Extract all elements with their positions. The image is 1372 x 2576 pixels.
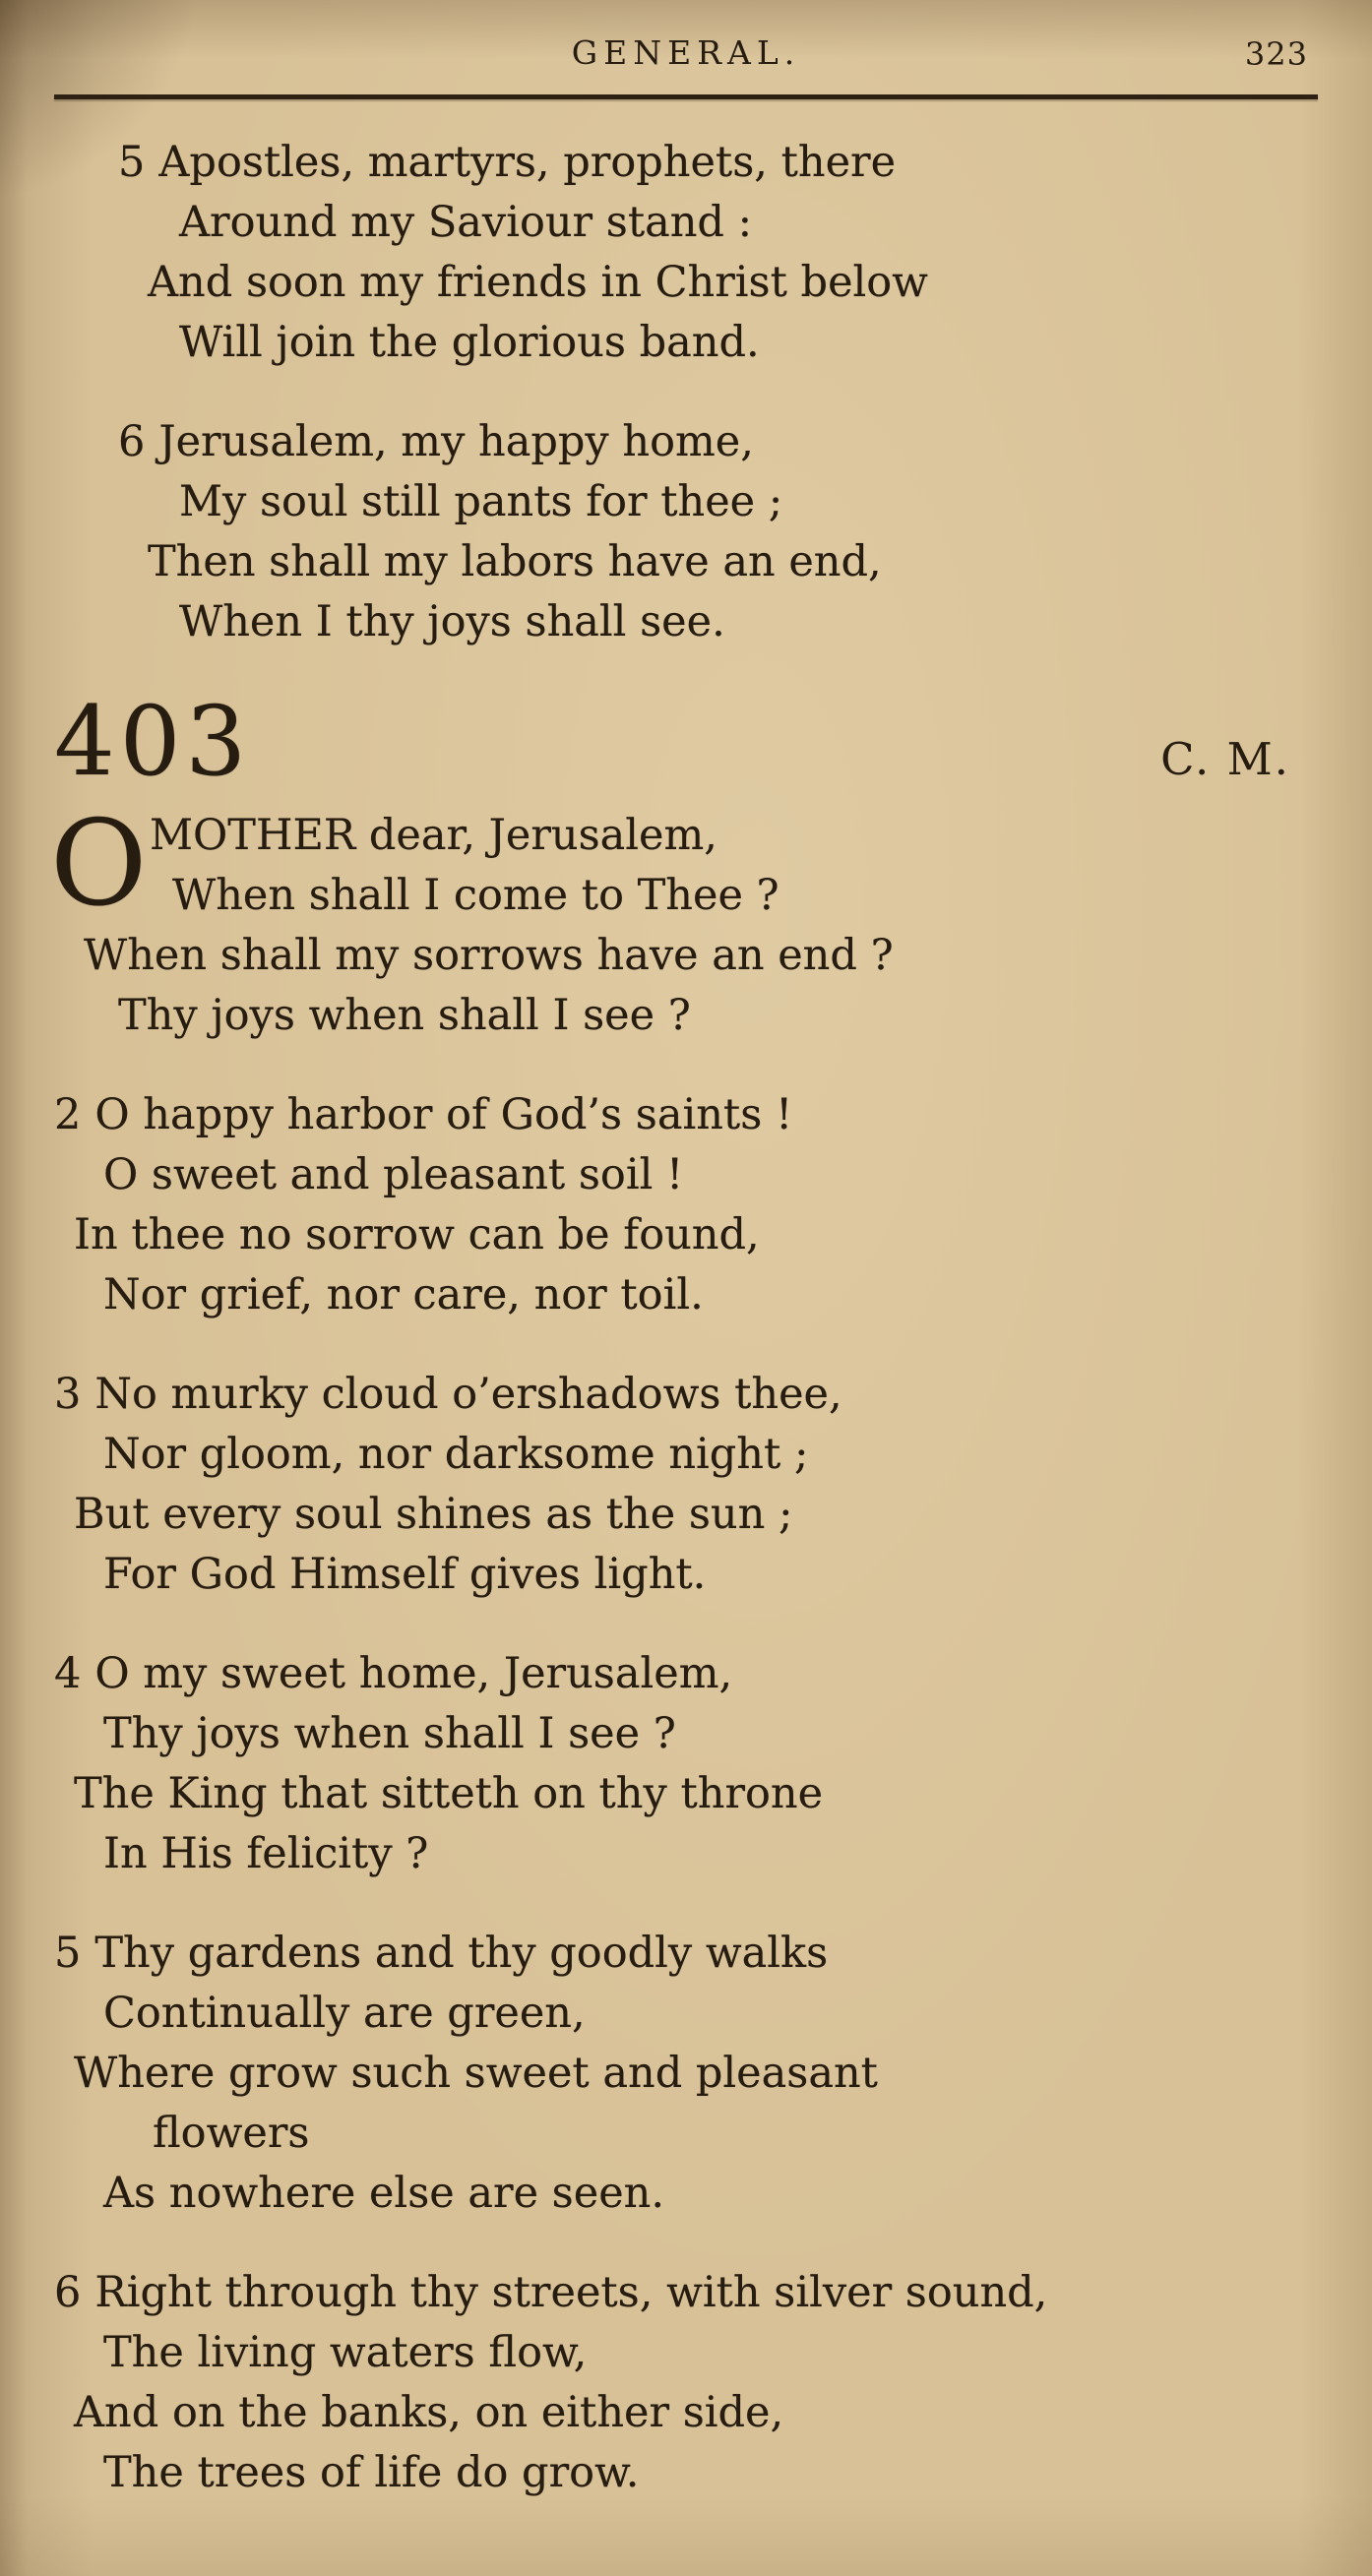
verse-line: [54, 1924, 1318, 1984]
verse-line-text: No murky cloud o’ershadows thee,: [94, 1370, 842, 1419]
verse: [54, 1924, 1318, 2224]
verse-line: The trees of life do grow.: [103, 2448, 640, 2497]
verse-line: Thy joys when shall I see ?: [103, 1709, 676, 1758]
hymn-meter: C. M.: [1160, 733, 1290, 785]
verse-line-text: O happy harbor of God’s saints !: [94, 1090, 793, 1139]
verse-number: 3: [54, 1370, 82, 1419]
header-rule: [54, 94, 1318, 99]
verse-line: Nor grief, nor care, nor toil.: [103, 1270, 704, 1319]
verse: [54, 1085, 1318, 1325]
verse-line: [118, 412, 1318, 472]
verse-line: And soon my friends in Christ below: [148, 258, 928, 307]
page-header: [54, 30, 1318, 83]
verse-line: [54, 2263, 1318, 2323]
verse-line: Where grow such sweet and pleasant: [74, 2049, 878, 2098]
verse-line: Around my Saviour stand :: [179, 198, 753, 247]
verse-line: The King that sitteth on thy throne: [74, 1769, 824, 1818]
verse-line: When shall my sorrows have an end ?: [84, 931, 894, 980]
hymn-heading: [54, 686, 1318, 797]
verse-line: For God Himself gives light.: [103, 1550, 707, 1599]
verse-line: Will join the glorious band.: [179, 318, 760, 367]
verse-line: [54, 1085, 1318, 1145]
verse-line: The living waters flow,: [103, 2328, 588, 2377]
verse-number: 5: [54, 1929, 82, 1978]
verse-line-text: Right through thy streets, with silver sound,: [94, 2268, 1048, 2317]
verse-number: 6: [54, 2268, 82, 2317]
opening-verse: [50, 796, 1318, 1046]
verse: [54, 2263, 1318, 2503]
verse-line: [54, 1365, 1318, 1425]
verse-line: In His felicity ?: [103, 1829, 429, 1878]
continued-hymn-verses: [118, 133, 1318, 652]
page-number: 323: [1244, 35, 1308, 73]
verse-line-text: Apostles, martyrs, prophets, there: [158, 138, 897, 187]
verse-line-text: Thy gardens and thy goodly walks: [94, 1929, 829, 1978]
verse-line: [54, 1644, 1318, 1704]
verse-line: [118, 133, 1318, 193]
verse-line: Then shall my labors have an end,: [148, 537, 882, 586]
verse-line: My soul still pants for thee ;: [179, 477, 783, 526]
verse-line-text: O my sweet home, Jerusalem,: [94, 1649, 733, 1698]
verse-line: O sweet and pleasant soil !: [103, 1150, 684, 1199]
verse-number: 2: [54, 1090, 82, 1139]
verse: [118, 133, 1318, 373]
verse-line: In thee no sorrow can be found,: [74, 1210, 760, 1259]
verse-line: flowers: [153, 2109, 310, 2158]
verse-line: Nor gloom, nor darksome night ;: [103, 1430, 809, 1479]
verse-line: Thy joys when shall I see ?: [118, 991, 691, 1040]
verse: [54, 1365, 1318, 1605]
hymn-verses: [54, 1085, 1318, 2503]
verse: [54, 1644, 1318, 1884]
verse-line: As nowhere else are seen.: [103, 2169, 665, 2218]
verse-number: 6: [118, 417, 146, 466]
hymn-number: 403: [54, 686, 252, 797]
verse-line: MOTHER dear, Jerusalem,: [150, 811, 717, 860]
verse-number: 4: [54, 1649, 82, 1698]
verse-line: But every soul shines as the sun ;: [74, 1490, 793, 1539]
verse-line: And on the banks, on either side,: [74, 2388, 784, 2437]
drop-cap-letter: O: [50, 796, 148, 933]
verse-line: When I thy joys shall see.: [179, 597, 725, 646]
verse-line: When shall I come to Thee ?: [172, 871, 780, 920]
verse-number: 5: [118, 138, 146, 187]
verse-line-text: Jerusalem, my happy home,: [158, 417, 754, 466]
verse: [118, 412, 1318, 652]
verse-line: Continually are green,: [103, 1989, 586, 2038]
running-title: GENERAL.: [571, 33, 801, 72]
